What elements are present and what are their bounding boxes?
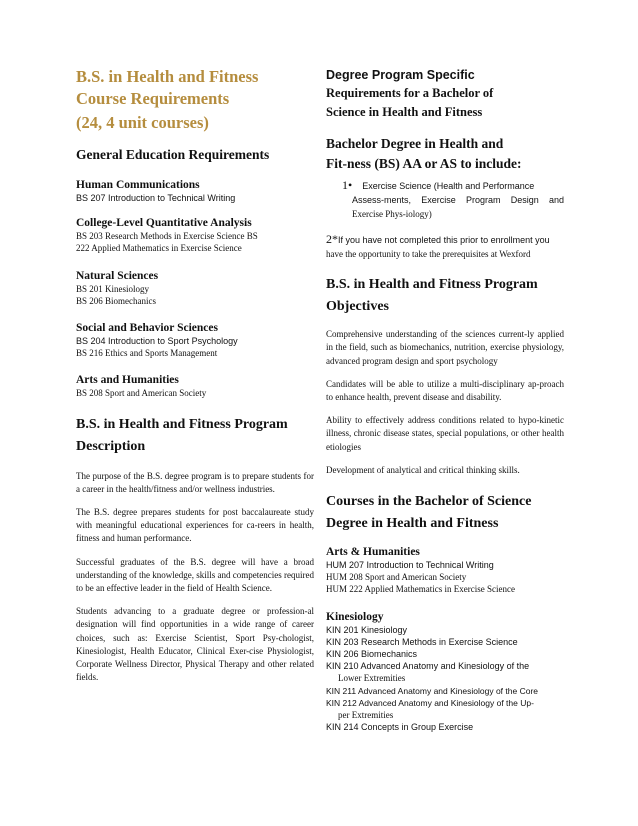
objective-paragraph: Ability to effectively address conditions related to hypo-kinetic illness, chronic disease states, special populations, or other health etiologies — [326, 415, 564, 452]
course-line: HUM 222 Applied Mathematics in Exercise Science — [326, 584, 515, 595]
note-prefix: 2* — [326, 232, 338, 246]
course-line: per Extremities — [338, 710, 394, 721]
course-line: KIN 206 Biomechanics — [326, 649, 418, 660]
bullet-item — [342, 178, 564, 221]
note-text-1: If you have not completed this prior to enrollment you — [338, 235, 550, 245]
section-heading: Human Communications — [76, 179, 200, 191]
course-line: 222 Applied Mathematics in Exercise Science — [76, 243, 242, 254]
course-line: KIN 214 Concepts in Group Exercise — [326, 722, 474, 733]
section-heading: College-Level Quantitative Analysis — [76, 217, 252, 230]
objective-paragraph: Development of analytical and critical thinking skills. — [326, 464, 520, 475]
description-paragraph: The purpose of the B.S. degree program is to prepare students for a career in the health/fitness and/or wellness industries. — [76, 470, 314, 494]
course-line: BS 216 Ethics and Sports Management — [76, 348, 218, 359]
gen-ed-heading: General Education Requirements — [76, 147, 270, 162]
arts-heading: Arts & Humanities — [326, 546, 420, 559]
course-line: BS 201 Kinesiology — [76, 283, 150, 294]
description-paragraph: The B.S. degree prepares students for post baccalaureate study with meaningful educational experiences for ca-reers in health, fitness and human performance. — [76, 507, 314, 544]
section-heading: Arts and Humanities — [76, 374, 179, 387]
courses-heading-1: Courses in the Bachelor of Science — [326, 494, 532, 510]
objective-paragraph: Comprehensive understanding of the sciences current-ly applied in the field, such as biomechanics, nutrition, exercise physiology, advanced program design and sport psychology — [326, 329, 564, 366]
courses-heading-2: Degree in Health and Fitness — [326, 516, 499, 532]
bachelor-heading-2: Fit-ness (BS) AA or AS to include: — [326, 156, 522, 171]
bullet-icon: • — [348, 178, 353, 192]
description-heading-1: B.S. in Health and Fitness Program — [76, 416, 288, 432]
course-line: BS 206 Biomechanics — [76, 295, 156, 306]
title-line-1: B.S. in Health and Fitness — [76, 67, 259, 86]
bachelor-heading-1: Bachelor Degree in Health and — [326, 136, 504, 151]
objectives-heading-2: Objectives — [326, 299, 389, 315]
description-paragraph: Students advancing to a graduate degree or profession-al designation will find opportunities in a wide range of career choices, such as: Exercise Scientist, Sport Psy-chologist, Kinesiologist, Health Educator, Clinical Exer-cise Physiologist, Corporate Wellness Director, Physical Therapy and other related fields. — [76, 606, 314, 683]
objective-paragraph: Candidates will be able to utilize a multi-disciplinary ap-proach to enhance health, prevent disease and disability. — [326, 378, 564, 403]
specific-heading-1: Degree Program Specific — [326, 68, 475, 82]
right-column — [326, 66, 564, 733]
course-line: HUM 207 Introduction to Technical Writing — [326, 560, 494, 571]
course-line: KIN 201 Kinesiology — [326, 624, 408, 635]
title-line-2: Course Requirements — [76, 89, 230, 108]
course-line: BS 203 Research Methods in Exercise Science BS — [76, 231, 258, 242]
description-paragraph: Successful graduates of the B.S. degree will have a broad understanding of the knowledge, skills and competencies required to be an effective leader in the field of Health Science. — [76, 556, 314, 594]
course-line: BS 207 Introduction to Technical Writing — [76, 193, 236, 203]
objectives-heading-1: B.S. in Health and Fitness Program — [326, 277, 538, 293]
specific-heading-3: Science in Health and Fitness — [326, 105, 483, 119]
specific-heading-2: Requirements for a Bachelor of — [326, 86, 494, 100]
course-line: Lower Extremities — [338, 673, 406, 684]
course-line: HUM 208 Sport and American Society — [326, 572, 467, 583]
bullet-text-3: Exercise Phys-iology) — [352, 209, 432, 219]
kinesiology-heading: Kinesiology — [326, 610, 384, 623]
bullet-number: 1 — [342, 178, 348, 192]
course-line: KIN 210 Advanced Anatomy and Kinesiology of the — [326, 661, 530, 672]
course-line: KIN 203 Research Methods in Exercise Science — [326, 636, 518, 647]
section-heading: Social and Behavior Sciences — [76, 322, 218, 335]
course-line: BS 204 Introduction to Sport Psychology — [76, 336, 238, 347]
note-line-2: have the opportunity to take the prerequisites at Wexford — [326, 249, 531, 259]
description-heading-2: Description — [76, 438, 146, 454]
bullet-text-2: Assess-ments, Exercise Program Design and — [352, 195, 564, 205]
course-line: BS 208 Sport and American Society — [76, 388, 207, 399]
course-line: KIN 211 Advanced Anatomy and Kinesiology of the Core — [326, 685, 539, 696]
note-line-1 — [326, 231, 564, 248]
section-heading: Natural Sciences — [76, 269, 159, 282]
bullet-text-1: Exercise Science (Health and Performance — [362, 181, 535, 191]
course-line: KIN 212 Advanced Anatomy and Kinesiology of the Up- — [326, 697, 534, 708]
left-column — [76, 66, 314, 684]
title-line-3: (24, 4 unit courses) — [76, 113, 209, 132]
